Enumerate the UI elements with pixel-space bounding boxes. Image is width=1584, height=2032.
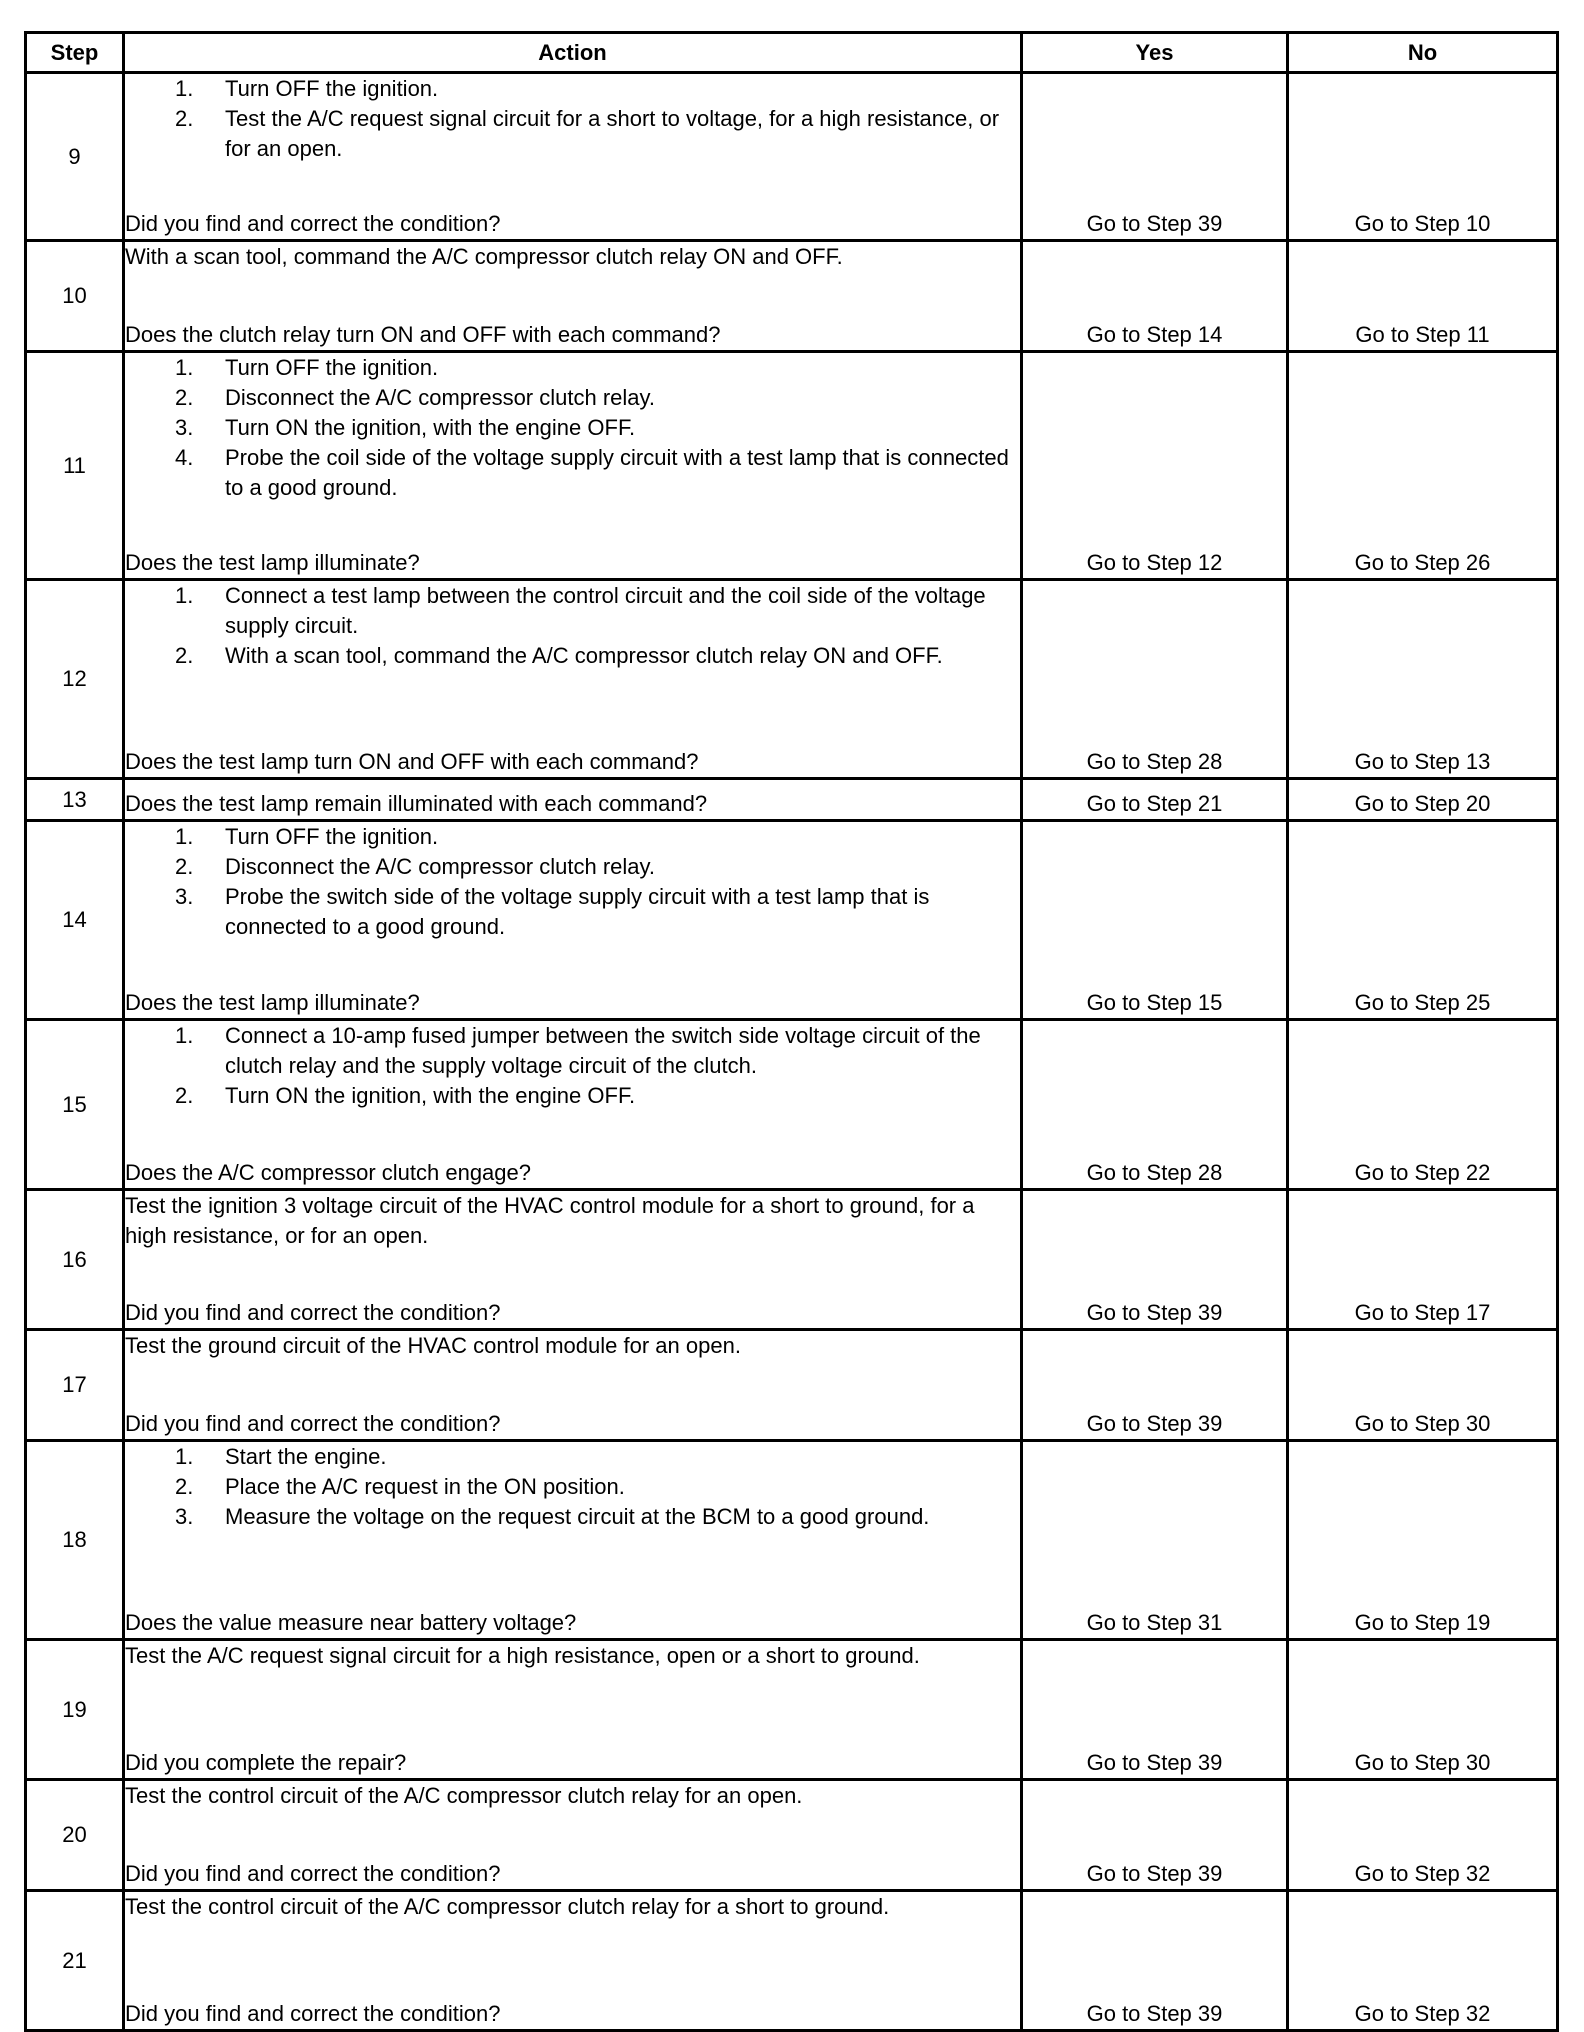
action-cell (124, 1891, 1022, 2031)
action-cell (124, 1330, 1022, 1441)
header-action: Action (124, 33, 1022, 73)
yes-cell: Go to Step 39 (1022, 1190, 1288, 1330)
list-item: 1. Turn OFF the ignition. (175, 355, 439, 380)
action-text: Test the control circuit of the A/C compressor clutch relay for a short to ground. (125, 1894, 890, 1919)
step-number: 12 (26, 580, 124, 779)
table-row (26, 1441, 1558, 1640)
list-item: 2. With a scan tool, command the A/C compressor clutch relay ON and OFF. (175, 643, 943, 668)
yes-cell: Go to Step 39 (1022, 1891, 1288, 2031)
list-item: 1. Start the engine. (175, 1444, 387, 1469)
action-list (125, 822, 1020, 942)
step-number: 10 (26, 241, 124, 352)
list-item: 1. Connect a test lamp between the control circuit and the coil side of the voltage supply circuit. (175, 583, 986, 638)
question-text: Does the clutch relay turn ON and OFF with each command? (125, 322, 721, 347)
step-number: 17 (26, 1330, 124, 1441)
list-item: 3. Turn ON the ignition, with the engine OFF. (175, 415, 636, 440)
no-cell: Go to Step 10 (1288, 73, 1558, 241)
action-cell (124, 1020, 1022, 1190)
step-number: 13 (26, 779, 124, 821)
diagnostic-table (24, 31, 1559, 2032)
no-cell: Go to Step 11 (1288, 241, 1558, 352)
list-item: 2. Test the A/C request signal circuit for a short to voltage, for a high resistance, or for an open. (175, 106, 1000, 161)
action-text: Test the ignition 3 voltage circuit of the HVAC control module for a short to ground, for a high resistance, or for an open. (125, 1193, 975, 1248)
table-row (26, 821, 1558, 1020)
no-cell: Go to Step 20 (1288, 779, 1558, 821)
action-cell (124, 1441, 1022, 1640)
no-cell: Go to Step 13 (1288, 580, 1558, 779)
action-list (125, 353, 1020, 503)
no-cell: Go to Step 32 (1288, 1780, 1558, 1891)
step-number: 18 (26, 1441, 124, 1640)
yes-cell: Go to Step 28 (1022, 580, 1288, 779)
step-number: 16 (26, 1190, 124, 1330)
list-item: 3. Probe the switch side of the voltage supply circuit with a test lamp that is connected to a good ground. (175, 884, 930, 939)
action-list (125, 1442, 1020, 1532)
question-text: Does the test lamp turn ON and OFF with each command? (125, 749, 699, 774)
list-item: 3. Measure the voltage on the request circuit at the BCM to a good ground. (175, 1504, 930, 1529)
list-item: 2. Disconnect the A/C compressor clutch relay. (175, 385, 655, 410)
yes-cell: Go to Step 28 (1022, 1020, 1288, 1190)
no-cell: Go to Step 30 (1288, 1640, 1558, 1780)
header-no: No (1288, 33, 1558, 73)
header-row (26, 33, 1558, 73)
action-list (125, 74, 1020, 164)
yes-cell: Go to Step 39 (1022, 1640, 1288, 1780)
yes-cell: Go to Step 12 (1022, 352, 1288, 580)
header-yes: Yes (1022, 33, 1288, 73)
no-cell: Go to Step 26 (1288, 352, 1558, 580)
no-cell: Go to Step 25 (1288, 821, 1558, 1020)
action-cell (124, 73, 1022, 241)
action-cell (124, 352, 1022, 580)
question-text: Does the test lamp illuminate? (125, 550, 420, 575)
question-text: Did you find and correct the condition? (125, 1411, 501, 1436)
table-row (26, 241, 1558, 352)
list-item: 4. Probe the coil side of the voltage supply circuit with a test lamp that is connected to a good ground. (175, 445, 1009, 500)
action-cell (124, 821, 1022, 1020)
list-item: 1. Turn OFF the ignition. (175, 76, 439, 101)
yes-cell: Go to Step 14 (1022, 241, 1288, 352)
yes-cell: Go to Step 15 (1022, 821, 1288, 1020)
question-text: Does the A/C compressor clutch engage? (125, 1160, 532, 1185)
yes-cell: Go to Step 31 (1022, 1441, 1288, 1640)
action-cell (124, 1190, 1022, 1330)
step-number: 11 (26, 352, 124, 580)
table-row (26, 1891, 1558, 2031)
question-text: Did you find and correct the condition? (125, 1300, 501, 1325)
question-text: Did you complete the repair? (125, 1750, 407, 1775)
list-item: 2. Turn ON the ignition, with the engine OFF. (175, 1083, 636, 1108)
no-cell: Go to Step 17 (1288, 1190, 1558, 1330)
table-row (26, 779, 1558, 821)
question-text: Does the value measure near battery voltage? (125, 1610, 577, 1635)
step-number: 14 (26, 821, 124, 1020)
list-item: 2. Disconnect the A/C compressor clutch relay. (175, 854, 655, 879)
action-text: Test the A/C request signal circuit for a high resistance, open or a short to ground. (125, 1643, 920, 1668)
action-cell (124, 1640, 1022, 1780)
step-number: 20 (26, 1780, 124, 1891)
question-text: Does the test lamp remain illuminated with each command? (125, 791, 708, 816)
no-cell: Go to Step 32 (1288, 1891, 1558, 2031)
no-cell: Go to Step 30 (1288, 1330, 1558, 1441)
action-cell (124, 779, 1022, 821)
yes-cell: Go to Step 39 (1022, 1330, 1288, 1441)
step-number: 19 (26, 1640, 124, 1780)
table-row (26, 73, 1558, 241)
table-row (26, 1020, 1558, 1190)
action-cell (124, 1780, 1022, 1891)
step-number: 21 (26, 1891, 124, 2031)
step-number: 9 (26, 73, 124, 241)
action-text: With a scan tool, command the A/C compressor clutch relay ON and OFF. (125, 244, 843, 269)
yes-cell: Go to Step 39 (1022, 73, 1288, 241)
table-row (26, 580, 1558, 779)
list-item: 2. Place the A/C request in the ON position. (175, 1474, 625, 1499)
yes-cell: Go to Step 39 (1022, 1780, 1288, 1891)
action-cell (124, 241, 1022, 352)
table-row (26, 1330, 1558, 1441)
table-row (26, 1190, 1558, 1330)
table-row (26, 1780, 1558, 1891)
question-text: Does the test lamp illuminate? (125, 990, 420, 1015)
table-row (26, 352, 1558, 580)
list-item: 1. Turn OFF the ignition. (175, 824, 439, 849)
no-cell: Go to Step 22 (1288, 1020, 1558, 1190)
question-text: Did you find and correct the condition? (125, 211, 501, 236)
action-text: Test the ground circuit of the HVAC control module for an open. (125, 1333, 741, 1358)
action-list (125, 1021, 1020, 1111)
question-text: Did you find and correct the condition? (125, 1861, 501, 1886)
action-cell (124, 580, 1022, 779)
action-list (125, 581, 1020, 671)
step-number: 15 (26, 1020, 124, 1190)
question-text: Did you find and correct the condition? (125, 2001, 501, 2026)
header-step: Step (26, 33, 124, 73)
yes-cell: Go to Step 21 (1022, 779, 1288, 821)
list-item: 1. Connect a 10-amp fused jumper between the switch side voltage circuit of the clutch relay and the supply voltage circuit of the clutch. (175, 1023, 981, 1078)
action-text: Test the control circuit of the A/C compressor clutch relay for an open. (125, 1783, 803, 1808)
no-cell: Go to Step 19 (1288, 1441, 1558, 1640)
table-row (26, 1640, 1558, 1780)
